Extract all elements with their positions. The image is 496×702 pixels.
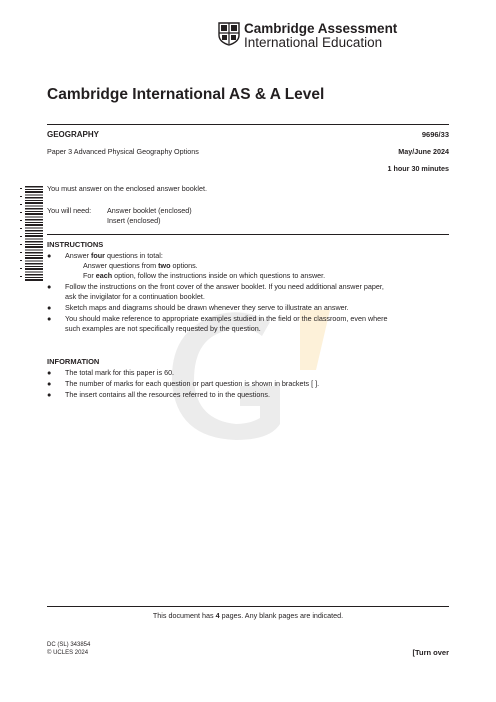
candidate-barcode <box>19 186 43 282</box>
bullet: ● <box>47 282 52 291</box>
text: questions in total: <box>104 251 163 260</box>
emphasis: each <box>95 271 113 280</box>
cambridge-shield-icon <box>218 22 240 46</box>
bullet: ● <box>47 303 52 312</box>
instruction-item <box>47 282 449 302</box>
qualification-title: Cambridge International AS & A Level <box>47 86 325 103</box>
text: pages. Any blank pages are indicated. <box>219 611 344 620</box>
instruction-sub-2 <box>83 271 325 281</box>
turn-over: [Turn over <box>412 648 449 657</box>
emphasis: two <box>158 261 171 270</box>
bullet: ● <box>47 314 52 323</box>
logo-line-2: International Education <box>244 35 383 50</box>
instruction-item <box>47 314 449 334</box>
subject: GEOGRAPHY <box>47 130 100 139</box>
need-item-insert: Insert (enclosed) <box>107 216 161 225</box>
paper-title: Paper 3 Advanced Physical Geography Options <box>47 147 199 156</box>
information-item <box>47 390 449 400</box>
instruction-item <box>47 251 449 261</box>
page-count: 4 <box>215 611 220 620</box>
instruction-item <box>47 303 449 313</box>
duration: 1 hour 30 minutes <box>387 164 449 173</box>
text: ask the invigilator for a continuation booklet. <box>65 292 205 301</box>
text: The insert contains all the resources referred to in the questions. <box>65 390 270 399</box>
emphasis: four <box>90 251 105 260</box>
logo-line-1: Cambridge Assessment <box>244 21 398 36</box>
instruction-sub-1 <box>83 261 198 271</box>
information-item <box>47 379 449 389</box>
bullet: ● <box>47 368 52 377</box>
text: Follow the instructions on the front cover of the answer booklet. If you need additional answer paper, <box>65 282 384 291</box>
rule-top <box>47 124 449 125</box>
page-count-note <box>47 611 449 621</box>
text: The number of marks for each question or part question is shown in brackets [ ]. <box>65 379 320 388</box>
answer-note: You must answer on the enclosed answer booklet. <box>47 184 207 193</box>
rule-bottom <box>47 606 449 607</box>
text: You should make reference to appropriate examples studied in the field or the classroom, even where <box>65 314 388 323</box>
information-item <box>47 368 449 378</box>
text: Sketch maps and diagrams should be drawn whenever they serve to illustrate an answer. <box>65 303 349 312</box>
document-reference: DC (SL) 343854 <box>47 642 91 648</box>
text: such examples are not specifically requested by the question. <box>65 324 261 333</box>
bullet: ● <box>47 390 52 399</box>
bullet: ● <box>47 251 52 260</box>
exam-session: May/June 2024 <box>398 147 449 156</box>
text: This document has <box>152 611 216 620</box>
text: option, follow the instructions inside on which questions to answer. <box>112 271 326 280</box>
need-item-booklet: Answer booklet (enclosed) <box>107 206 192 215</box>
text: Answer questions from <box>83 261 159 270</box>
need-label: You will need: <box>47 206 92 215</box>
text: The total mark for this paper is 60. <box>65 368 175 377</box>
instructions-heading: INSTRUCTIONS <box>47 240 104 249</box>
text: options. <box>170 261 198 270</box>
rule-middle <box>47 234 449 235</box>
text: Answer <box>65 251 91 260</box>
information-heading: INFORMATION <box>47 357 100 366</box>
bullet: ● <box>47 379 52 388</box>
text: For <box>83 271 96 280</box>
copyright: © UCLES 2024 <box>47 650 89 656</box>
component-code: 9696/33 <box>421 130 449 139</box>
